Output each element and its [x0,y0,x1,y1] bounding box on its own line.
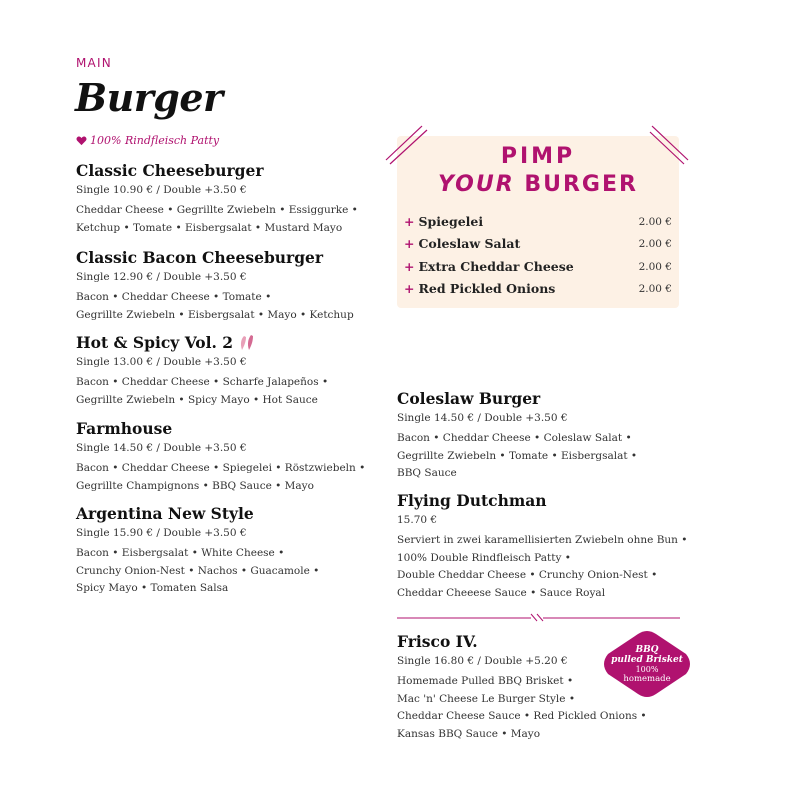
description-line: Bacon • Cheddar Cheese • Spiegelei • Röstzwiebeln • [76,462,366,474]
description-line: 100% Double Rindfleisch Patty • [397,551,571,564]
item-description [76,289,376,324]
item-description [397,532,697,602]
description-line: Homemade Pulled BBQ Brisket • [397,675,574,687]
description-line: Bacon • Eisbergsalat • White Cheese • [76,547,285,559]
description-line: Gegrillte Zwiebeln • Tomate • Eisbergsalat • [397,449,638,462]
item-price: Single 12.90 € / Double +3.50 € [76,271,247,283]
badge-line: BBQ [635,645,659,655]
item-price: Single 15.90 € / Double +3.50 € [76,527,247,539]
pimp-title-your: YOUR [438,172,515,197]
pimp-title-line1: PIMP [500,144,576,169]
description-line: Gegrillte Zwiebeln • Spicy Mayo • Hot Sauce [76,393,318,406]
extra-price: 2.00 € [638,282,672,295]
badge-line: homemade [623,674,671,684]
plus-icon: + [404,236,415,251]
extra-name: Coleslaw Salat [418,236,521,251]
item-name: Coleslaw Burger [397,389,541,408]
badge-line: pulled Brisket [611,655,683,665]
item-name: Classic Bacon Cheeseburger [76,248,324,267]
section-label: MAIN [76,56,112,70]
description-line: Gegrillte Zwiebeln • Eisbergsalat • Mayo • Ketchup [76,308,354,321]
description-line: Double Cheddar Cheese • Crunchy Onion-Nest • [397,569,658,581]
description-line: Kansas BBQ Sauce • Mayo [397,727,541,740]
menu-item [76,504,376,598]
item-description [76,545,376,598]
item-description [76,460,376,495]
extra-price: 2.00 € [638,215,672,228]
description-line: Bacon • Cheddar Cheese • Coleslaw Salat • [397,432,632,444]
heart-icon [76,135,87,146]
menu-item [76,333,376,409]
item-name: Frisco IV. [397,632,478,651]
menu-item [397,389,697,483]
menu-item [76,248,376,324]
extra-name-wrap [404,214,483,229]
description-line: Ketchup • Tomate • Eisbergsalat • Mustard Mayo [76,221,343,234]
item-description [76,374,376,409]
description-line: Spicy Mayo • Tomaten Salsa [76,582,229,594]
extra-name: Spiegelei [418,214,484,229]
badge-line: 100% [635,665,659,674]
description-line: Gegrillte Champignons • BBQ Sauce • Mayo [76,479,314,492]
description-line: Mac 'n' Cheese Le Burger Style • [397,692,576,705]
description-line: Cheddar Cheeese Sauce • Sauce Royal [397,586,606,599]
menu-item [397,491,697,602]
chili-icon [238,334,258,352]
pimp-title-line2 [397,172,679,197]
plus-icon: + [404,259,415,274]
plus-icon: + [404,281,415,296]
extra-row [404,214,672,229]
item-name: Argentina New Style [76,504,254,523]
description-line: Cheddar Cheese • Gegrillte Zwiebeln • Essiggurke • [76,204,358,216]
menu-item [76,419,376,495]
extra-name-wrap [404,259,574,274]
description-line: Crunchy Onion-Nest • Nachos • Guacamole • [76,564,320,577]
item-name: Farmhouse [76,419,173,438]
extra-price: 2.00 € [638,260,672,273]
patty-note-text: 100% Rindfleisch Patty [90,134,220,147]
item-price: 15.70 € [397,514,438,526]
description-line: Serviert in zwei karamellisierten Zwiebeln ohne Bun • [397,534,688,546]
item-name-row [76,333,376,353]
extra-name: Extra Cheddar Cheese [418,259,574,274]
patty-note [76,134,219,147]
extra-row [404,281,672,296]
item-name: Classic Cheeseburger [76,161,264,180]
extra-name-wrap [404,281,555,296]
menu-item [76,161,376,237]
extra-price: 2.00 € [638,237,672,250]
item-description [397,430,697,483]
item-price: Single 10.90 € / Double +3.50 € [76,184,247,196]
item-price: Single 14.50 € / Double +3.50 € [76,442,247,454]
section-divider [397,610,680,626]
description-line: BBQ Sauce [397,467,457,479]
item-name: Flying Dutchman [397,491,547,510]
page-title: Burger [75,75,223,120]
description-line: Cheddar Cheese Sauce • Red Pickled Onions • [397,710,647,722]
item-name: Hot & Spicy Vol. 2 [76,333,234,352]
description-line: Bacon • Cheddar Cheese • Scharfe Jalapeños • [76,376,329,388]
item-price: Single 16.80 € / Double +5.20 € [397,655,568,667]
extra-row [404,236,672,251]
extra-name-wrap [404,236,520,251]
item-description [76,202,376,237]
description-line: Bacon • Cheddar Cheese • Tomate • [76,291,272,303]
extra-name: Red Pickled Onions [418,281,556,296]
item-price: Single 14.50 € / Double +3.50 € [397,412,568,424]
extra-row [404,259,672,274]
plus-icon: + [404,214,415,229]
item-price: Single 13.00 € / Double +3.50 € [76,356,247,368]
pimp-title-burger: BURGER [524,172,638,197]
